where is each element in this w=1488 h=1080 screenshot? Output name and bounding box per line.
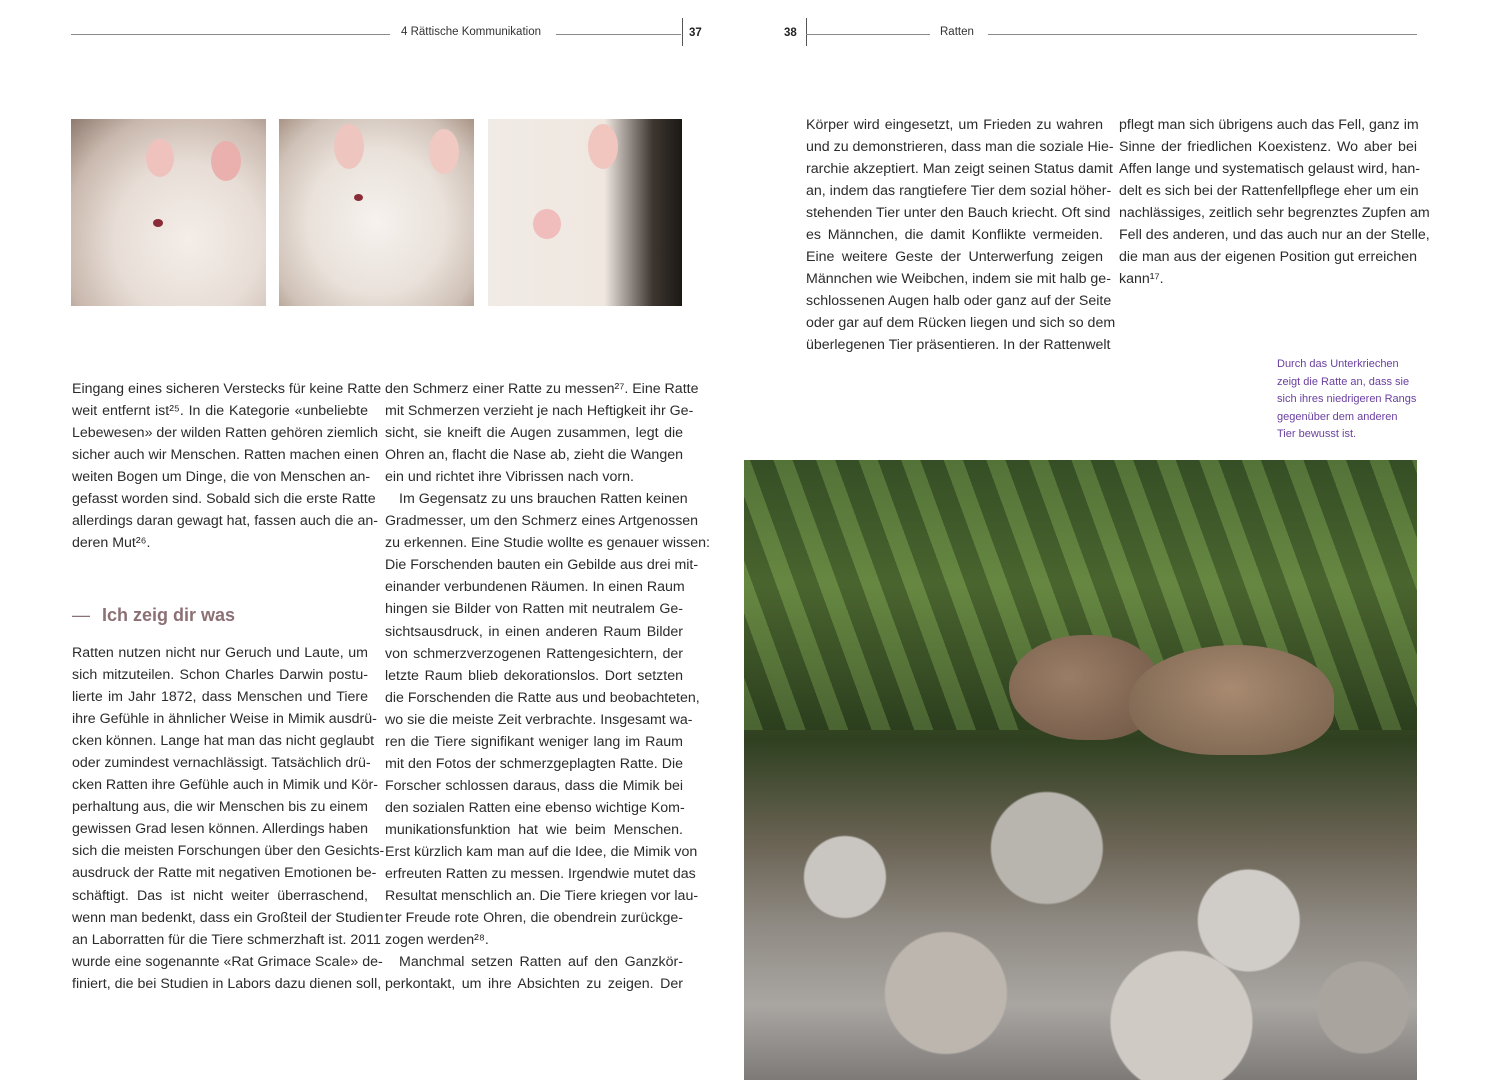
text-line: oder gar auf dem Rücken liegen und sich so dem [806,315,1116,332]
text-line: schäftigt. Das ist nicht weiter überraschend, [72,887,368,904]
text-line: ihre Gefühle in ähnlicher Weise in Mimik ausdrü- [72,711,377,728]
text-line: Erst kürzlich kam man auf die Idee, die Mimik von [385,843,698,860]
text-line: delt es sich bei der Rattenfellpflege eher um ein [1119,183,1419,200]
page-number-left: 37 [689,27,702,39]
text-line: finiert, die bei Studien in Labors dazu dienen soll, [72,975,382,992]
text-line: ren die Tiere signifikant weniger lang im Raum [385,733,683,750]
text-line: zu erkennen. Eine Studie wollte es genauer wissen: [385,535,710,552]
white-rat-photo-1 [71,119,266,306]
text-line: und zu demonstrieren, dass man die soziale Hie- [806,139,1114,156]
header-divider-left [682,18,683,46]
running-head-right: Ratten [940,26,974,38]
text-line: deren Mut²⁶. [72,535,151,552]
text-line: gewissen Grad lesen können. Allerdings haben [72,821,368,838]
right-column-2 [1119,114,1430,290]
wild-rats-photo [744,460,1417,1080]
text-line: nachlässiges, zeitlich sehr begrenztes Zupfen am [1119,205,1430,222]
text-line: Forscher schlossen daraus, dass die Mimik bei [385,777,683,794]
text-line: pflegt man sich übrigens auch das Fell, ganz im [1119,117,1419,133]
text-line: mit den Fotos der schmerzgeplagten Ratte. Die [385,755,683,772]
left-column-1-top [72,378,382,554]
white-rat-photo-2 [279,119,474,306]
text-line: die man aus der eigenen Position gut erreichen [1119,249,1417,266]
caption-line: sich ihres niedrigeren Rangs [1277,393,1417,406]
text-line: an, indem das rangtiefere Tier dem sozial höher- [806,183,1112,200]
text-line: perhaltung aus, die wir Menschen bis zu einem [72,799,368,816]
header-rule-left [71,34,390,35]
text-line: Im Gegensatz zu uns brauchen Ratten keinen [399,491,688,508]
left-column-2 [385,378,710,995]
text-line: letzte Raum blieb dekorationslos. Dort setzten [385,667,683,684]
caption-line: zeigt die Ratte an, dass sie [1277,375,1410,388]
text-line: erfreuten Ratten zu messen. Irgendwie mutet das [385,866,696,883]
text-line: lierte im Jahr 1872, dass Menschen und Tiere [72,689,368,706]
text-line: schlossenen Augen halb oder ganz auf der Seite [806,293,1112,310]
text-line: allerdings daran gewagt hat, fassen auch die an- [72,513,379,530]
header-divider-right [806,18,807,46]
text-line: Ratten nutzen nicht nur Geruch und Laute, um [72,645,368,661]
photo-caption [1277,356,1416,444]
text-line: Gradmesser, um den Schmerz eines Artgenossen [385,513,699,530]
text-line: ein und richtet ihre Vibrissen nach vorn. [385,469,634,486]
heading-dash: — [72,605,90,625]
white-rat-photo-3 [488,119,682,306]
text-line: den Schmerz einer Ratte zu messen²⁷. Eine Ratte [385,381,699,397]
text-line: rarchie akzeptiert. Man zeigt seinen Status damit [806,161,1113,178]
text-line: wenn man bedenkt, dass ein Großteil der Studien [72,909,384,926]
text-line: sich mitzuteilen. Schon Charles Darwin postu- [72,667,368,684]
text-line: Manchmal setzen Ratten auf den Ganzkör- [399,954,683,971]
text-line: kann¹⁷. [1119,271,1164,288]
text-line: ter Freude rote Ohren, die obendrein zurückge- [385,910,683,927]
text-line: perkontakt, um ihre Absichten zu zeigen. Der [385,976,683,993]
left-column-1-bottom [72,642,385,995]
text-line: Resultat menschlich an. Die Tiere kriegen vor lau- [385,888,699,905]
caption-line: gegenüber dem anderen [1277,410,1398,423]
text-line: einander verbundenen Räumen. In einen Raum [385,579,685,596]
text-line: es Männchen, die damit Konflikte vermeiden. [806,227,1103,244]
text-line: oder zumindest vernachlässigt. Tatsächlich drü- [72,755,371,772]
text-line: Die Forschenden bauten ein Gebilde aus drei mit- [385,557,699,574]
section-heading [72,605,235,626]
header-rule-right [806,34,930,35]
text-line: an Laborratten für die Tiere schmerzhaft ist. 2011 [72,931,381,948]
text-line: zogen werden²⁸. [385,932,489,949]
text-line: überlegenen Tier präsentieren. In der Rattenwelt [806,337,1111,354]
text-line: hingen sie Bilder von Ratten mit neutralem Ge- [385,601,683,618]
text-line: sich die meisten Forschungen über den Gesichts- [72,843,385,860]
text-line: weiten Bogen um Dinge, die von Menschen an- [72,469,371,486]
text-line: wo sie die meiste Zeit verbrachte. Insgesamt wa- [385,711,693,728]
text-line: Affen lange und systematisch gelaust wird, han- [1119,161,1420,178]
page-number-right: 38 [784,27,797,39]
text-line: ausdruck der Ratte mit negativen Emotionen be- [72,865,377,882]
text-line: Eine weitere Geste der Unterwerfung zeigen [806,249,1103,266]
text-line: Lebewesen» der wilden Ratten gehören ziemlich [72,425,379,442]
section-heading-text: Ich zeig dir was [102,605,236,625]
text-line: wurde eine sogenannte «Rat Grimace Scale» de- [72,953,383,970]
text-line: Männchen wie Weibchen, indem sie mit halb ge- [806,271,1111,288]
text-line: Eingang eines sicheren Verstecks für keine Ratte [72,381,382,397]
text-line: sicher auch wir Menschen. Ratten machen einen [72,447,379,464]
caption-line: Tier bewusst ist. [1277,428,1357,441]
text-line: Fell des anderen, und das auch nur an der Stelle, [1119,227,1430,244]
running-head-left: 4 Rättische Kommunikation [401,26,541,38]
text-line: cken können. Lange hat man das nicht geglaubt [72,733,375,750]
text-line: den sozialen Ratten eine ebenso wichtige Kom- [385,799,685,816]
text-line: von schmerzverzogenen Rattengesichtern, der [385,645,683,662]
text-line: cken Ratten ihre Gefühle auch in Mimik und Kör- [72,777,378,794]
text-line: sichtsausdruck, in einen anderen Raum Bilder [385,623,683,640]
caption-line: Durch das Unterkriechen [1277,358,1399,370]
header-rule-right-2 [988,34,1417,35]
text-line: stehenden Tier unter den Bauch kriecht. Oft sind [806,205,1111,222]
header-rule-left-2 [556,34,681,35]
text-line: munikationsfunktion hat wie beim Menschen. [385,821,683,838]
text-line: gefasst worden sind. Sobald sich die erste Ratte [72,491,376,508]
text-line: weit entfernt ist²⁵. In die Kategorie «unbeliebte [72,403,368,420]
text-line: Sinne der friedlichen Koexistenz. Wo aber bei [1119,139,1417,156]
text-line: Körper wird eingesetzt, um Frieden zu wahren [806,117,1103,133]
rat-2 [1129,645,1334,755]
text-line: mit Schmerzen verzieht je nach Heftigkeit ihr Ge- [385,403,694,420]
text-line: Ohren an, flacht die Nase ab, zieht die Wangen [385,447,683,464]
text-line: die Forschenden die Ratte aus und beobachteten, [385,689,700,706]
right-column-1 [806,114,1116,357]
text-line: sicht, sie kneift die Augen zusammen, legt die [385,425,683,442]
